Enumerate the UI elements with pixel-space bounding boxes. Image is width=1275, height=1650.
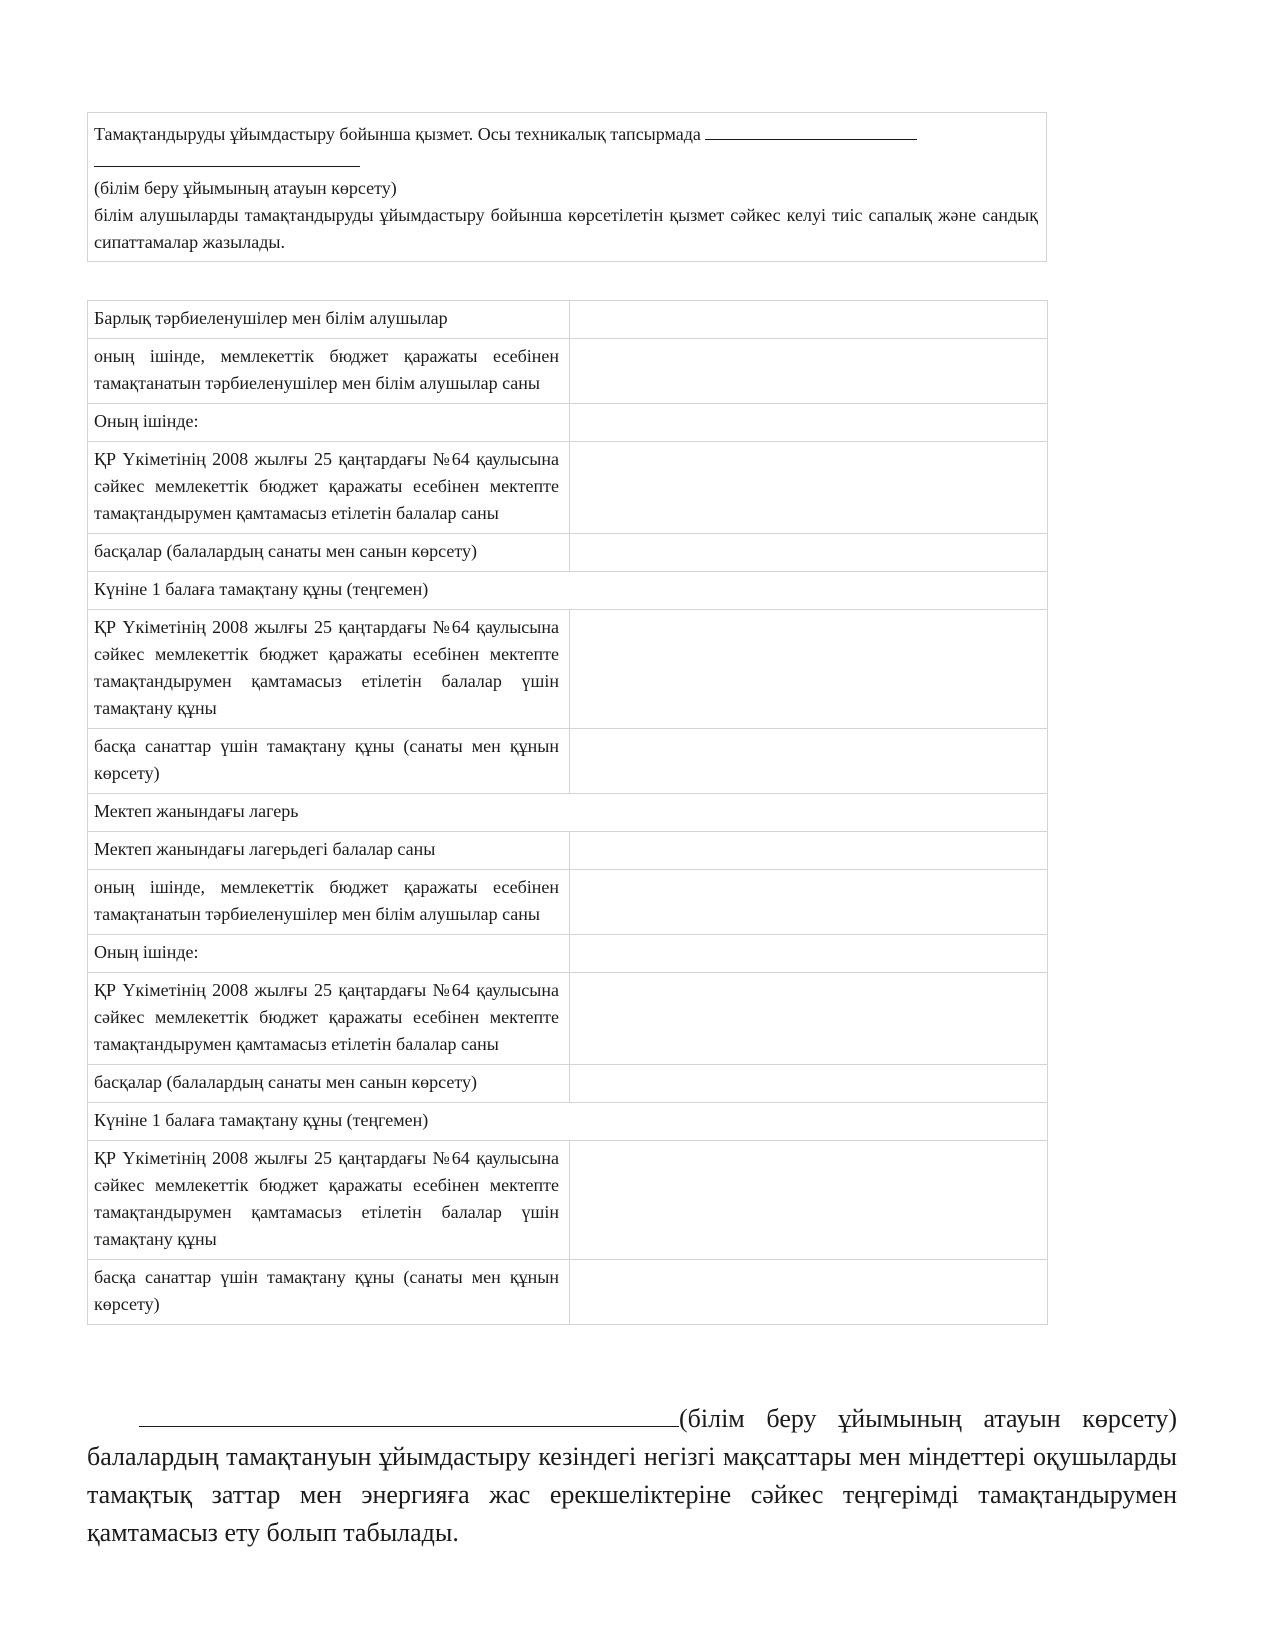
row-value-cell[interactable] [570,1260,1048,1325]
row-value-cell[interactable] [570,870,1048,935]
table-row [88,1065,1048,1103]
blank-line-1 [705,121,917,140]
footer-blank-line [139,1402,679,1427]
row-label: басқалар (балалардың санаты мен санын көрсету) [88,1065,570,1103]
table-section-row [88,572,1048,610]
row-label: Оның ішінде: [88,404,570,442]
row-label: ҚР Үкіметінің 2008 жылғы 25 қаңтардағы №64 қаулысына сәйкес мемлекеттік бюджет қаражаты есебінен мектепте тамақтандырумен қамтамасыз етілетін балалар саны [88,973,570,1065]
table-section-row [88,794,1048,832]
row-label: басқа санаттар үшін тамақтану құны (санаты мен құнын көрсету) [88,1260,570,1325]
table-row [88,339,1048,404]
table-row [88,729,1048,794]
row-label: ҚР Үкіметінің 2008 жылғы 25 қаңтардағы №64 қаулысына сәйкес мемлекеттік бюджет қаражаты есебінен мектепте тамақтандырумен қамтамасыз етілетін балалар үшін тамақтану құны [88,610,570,729]
row-value-cell[interactable] [570,534,1048,572]
row-label: басқалар (балалардың санаты мен санын көрсету) [88,534,570,572]
row-label: Мектеп жанындағы лагерь [88,794,1048,832]
table-row [88,610,1048,729]
intro-line-text: Тамақтандыруды ұйымдастыру бойынша қызмет. Осы техникалық тапсырмада [94,124,701,144]
intro-box [87,112,1047,262]
table-row [88,534,1048,572]
table-row [88,1260,1048,1325]
row-value-cell[interactable] [570,404,1048,442]
row-label: ҚР Үкіметінің 2008 жылғы 25 қаңтардағы №64 қаулысына сәйкес мемлекеттік бюджет қаражаты есебінен мектепте тамақтандырумен қамтамасыз етілетін балалар саны [88,442,570,534]
row-label: оның ішінде, мемлекеттік бюджет қаражаты есебінен тамақтанатын тәрбиеленушілер мен білім алушылар саны [88,870,570,935]
row-value-cell[interactable] [570,301,1048,339]
intro-paragraph: білім алушыларды тамақтандыруды ұйымдастыру бойынша көрсетілетін қызмет сәйкес келуі тиіс сапалық және сандық сипаттамалар жазылады. [94,205,1038,252]
row-label: Барлық тәрбиеленушілер мен білім алушылар [88,301,570,339]
table-row [88,1141,1048,1260]
row-value-cell[interactable] [570,832,1048,870]
table-row [88,973,1048,1065]
table-row [88,870,1048,935]
table-row [88,832,1048,870]
row-label: Күніне 1 балаға тамақтану құны (теңгемен) [88,1103,1048,1141]
footer-paragraph [87,1400,1177,1552]
row-label: оның ішінде, мемлекеттік бюджет қаражаты есебінен тамақтанатын тәрбиеленушілер мен білім алушылар саны [88,339,570,404]
table-section-row [88,1103,1048,1141]
row-label: басқа санаттар үшін тамақтану құны (санаты мен құнын көрсету) [88,729,570,794]
row-label: Мектеп жанындағы лагерьдегі балалар саны [88,832,570,870]
row-label: Оның ішінде: [88,935,570,973]
row-value-cell[interactable] [570,729,1048,794]
table-row [88,404,1048,442]
footer-hint: (білім беру ұйымының атауын көрсету) [679,1404,1177,1433]
row-value-cell[interactable] [570,442,1048,534]
blank-line-2 [94,148,360,167]
table-row [88,301,1048,339]
intro-line [94,121,1038,148]
footer-text: балалардың тамақтануын ұйымдастыру кезіндегі негізгі мақсаттары мен міндеттері оқушыларды тамақтық заттар мен энергияға жас ерекшеліктеріне сәйкес теңгерімді тамақтандырумен қамтамасыз ету болып табылады. [87,1442,1177,1547]
intro-hint: (білім беру ұйымының атауын көрсету) [94,178,397,198]
row-value-cell[interactable] [570,973,1048,1065]
nutrition-table [87,300,1048,1325]
row-value-cell[interactable] [570,339,1048,404]
row-label: Күніне 1 балаға тамақтану құны (теңгемен) [88,572,1048,610]
row-value-cell[interactable] [570,935,1048,973]
row-label: ҚР Үкіметінің 2008 жылғы 25 қаңтардағы №64 қаулысына сәйкес мемлекеттік бюджет қаражаты есебінен мектепте тамақтандырумен қамтамасыз етілетін балалар үшін тамақтану құны [88,1141,570,1260]
row-value-cell[interactable] [570,1065,1048,1103]
intro-blank-row [94,148,1038,175]
row-value-cell[interactable] [570,610,1048,729]
row-value-cell[interactable] [570,1141,1048,1260]
table-row [88,935,1048,973]
table-row [88,442,1048,534]
